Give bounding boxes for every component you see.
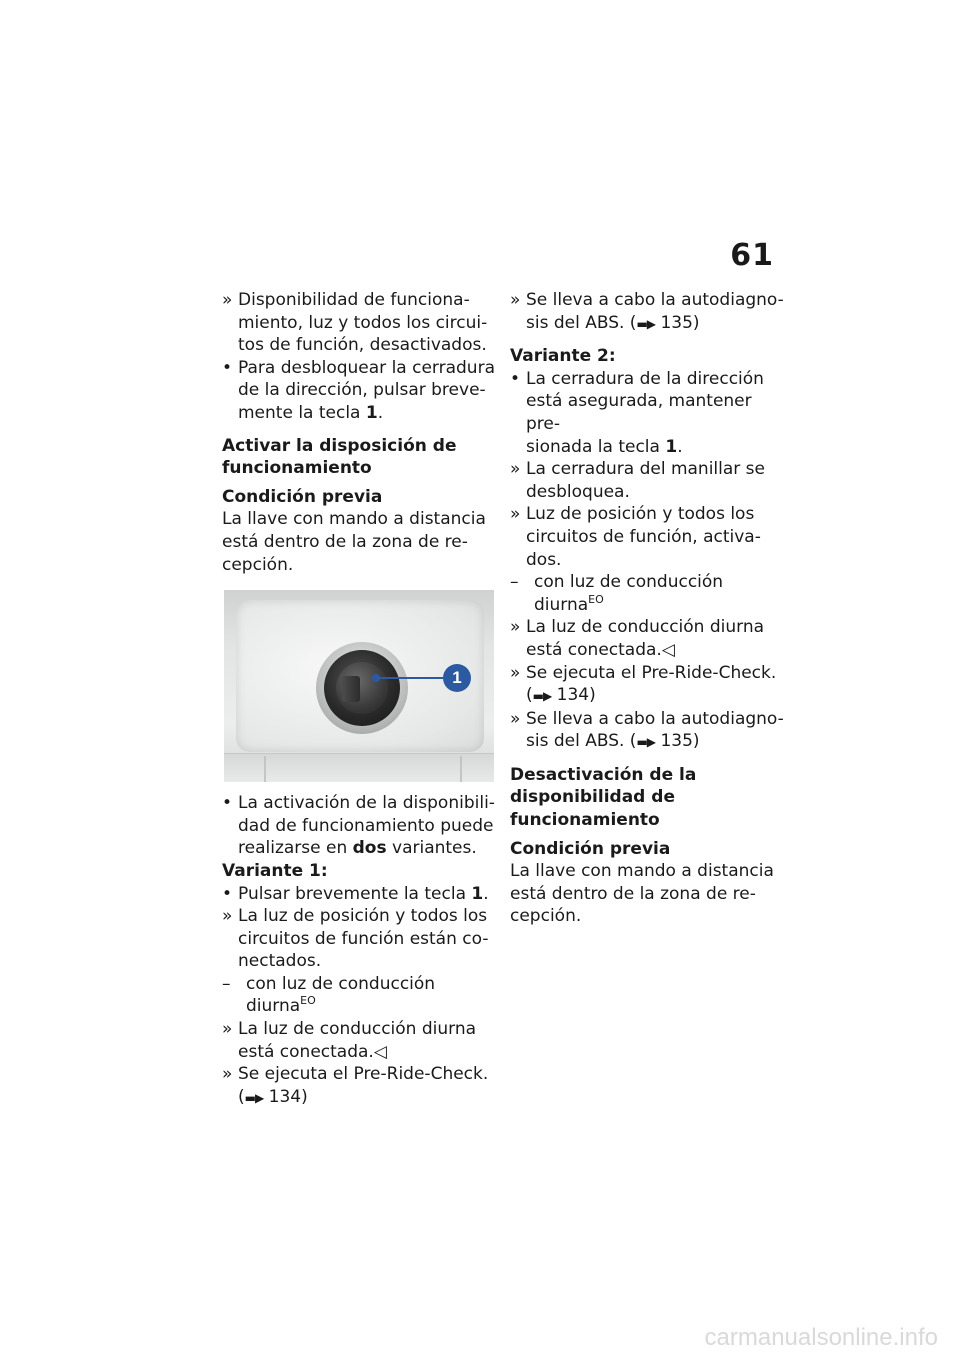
result-item: » La luz de conducción diurna está conectada.◁ — [222, 1019, 477, 1062]
result-marker: » — [222, 290, 233, 310]
result-marker: » — [510, 290, 521, 310]
variant-heading: Variante 1: — [222, 860, 328, 881]
bullet-item: • La cerradura de la dirección está asegurada, mantener pre- sionada la tecla 1. — [510, 368, 764, 457]
result-marker: » — [510, 617, 521, 638]
right-column — [510, 289, 786, 928]
page-ref-arrow-icon: ▬▶ — [636, 316, 656, 331]
panel-ridge — [224, 753, 494, 782]
bullet-marker: • — [222, 793, 233, 814]
result-item: » Disponibilidad de funciona- miento, luz y todos los circui- tos de función, desactivados. — [222, 290, 488, 356]
result-marker: » — [222, 906, 233, 927]
page-ref[interactable]: 134 — [556, 685, 590, 706]
dash-item: – con luz de conducción diurna$^{EO}$ — [222, 973, 436, 1017]
bullet-item: • Pulsar brevemente la tecla 1. — [222, 883, 489, 904]
left-column — [222, 289, 498, 1109]
result-marker: » — [222, 1064, 233, 1085]
page-ref-arrow-icon: ▬▶ — [636, 735, 656, 750]
page-ref[interactable]: 134 — [268, 1086, 302, 1107]
page-ref[interactable]: 135 — [660, 312, 693, 333]
dash-marker: – — [222, 973, 231, 994]
page-ref-arrow-icon: ▬▶ — [532, 689, 552, 704]
result-item: » Luz de posición y todos los circuitos de función, activa- dos. — [510, 504, 761, 570]
callout-badge: 1 — [443, 664, 471, 692]
page-ref[interactable]: 135 — [660, 731, 693, 752]
result-item: » Se ejecuta el Pre-Ride-Check. (▬▶ 134) — [222, 1063, 498, 1109]
result-item: » Se lleva a cabo la autodiagno- sis del ABS. (▬▶ 135) — [510, 289, 786, 335]
callout-line — [375, 677, 443, 679]
end-mark-icon: ◁ — [373, 1041, 387, 1062]
option-code: EO — [300, 994, 316, 1008]
page-number: 61 — [730, 238, 774, 273]
bullet-marker: • — [222, 357, 233, 378]
variant-heading: Variante 2: — [510, 346, 616, 367]
key-ref: 1 — [365, 402, 378, 423]
result-item: » La luz de conducción diurna está conectada.◁ — [510, 617, 765, 660]
result-marker: » — [510, 662, 521, 683]
result-item: » La luz de posición y todos los circuitos de función están co- nectados. — [222, 906, 489, 972]
key-ref: 1 — [471, 883, 484, 904]
end-mark-icon: ◁ — [661, 639, 675, 660]
button-slot — [342, 676, 360, 702]
key-ref: 1 — [665, 436, 678, 457]
dash-marker: – — [510, 572, 519, 593]
condition-text: La llave con mando a distancia está dentro de la zona de re- cepción. — [222, 509, 486, 575]
condition-text: La llave con mando a distancia está dentro de la zona de re- cepción. — [510, 861, 774, 927]
result-marker: » — [510, 459, 521, 480]
page-ref-arrow-icon: ▬▶ — [244, 1090, 264, 1105]
key-button-illustration — [224, 590, 494, 782]
bullet-item: • La activación de la disponibili- dad de funcionamiento puede realizarse en dos variantes. — [222, 793, 495, 859]
bullet-item: • Para desbloquear la cerradura de la dirección, pulsar breve- mente la tecla 1. — [222, 357, 495, 423]
section-heading: Desactivación de la disponibilidad de funcionamiento — [510, 764, 697, 831]
dash-item: – con luz de conducción diurna$^{EO}$ — [510, 572, 724, 615]
watermark: carmanualsonline.info — [704, 1324, 938, 1351]
bullet-marker: • — [222, 883, 233, 904]
result-item: » Se lleva a cabo la autodiagno- sis del ABS. (▬▶ 135) — [510, 708, 786, 754]
section-heading: Activar la disposición de funcionamiento — [222, 435, 457, 479]
condition-title: Condición previa — [222, 486, 383, 507]
bullet-marker: • — [510, 368, 521, 389]
result-marker: » — [510, 708, 521, 729]
result-marker: » — [510, 504, 521, 525]
result-marker: » — [222, 1019, 233, 1040]
condition-title: Condición previa — [510, 838, 671, 859]
result-item: » La cerradura del manillar se desbloquea. — [510, 459, 765, 502]
result-item: » Se ejecuta el Pre-Ride-Check. (▬▶ 134) — [510, 662, 786, 708]
option-code: EO — [588, 592, 604, 606]
